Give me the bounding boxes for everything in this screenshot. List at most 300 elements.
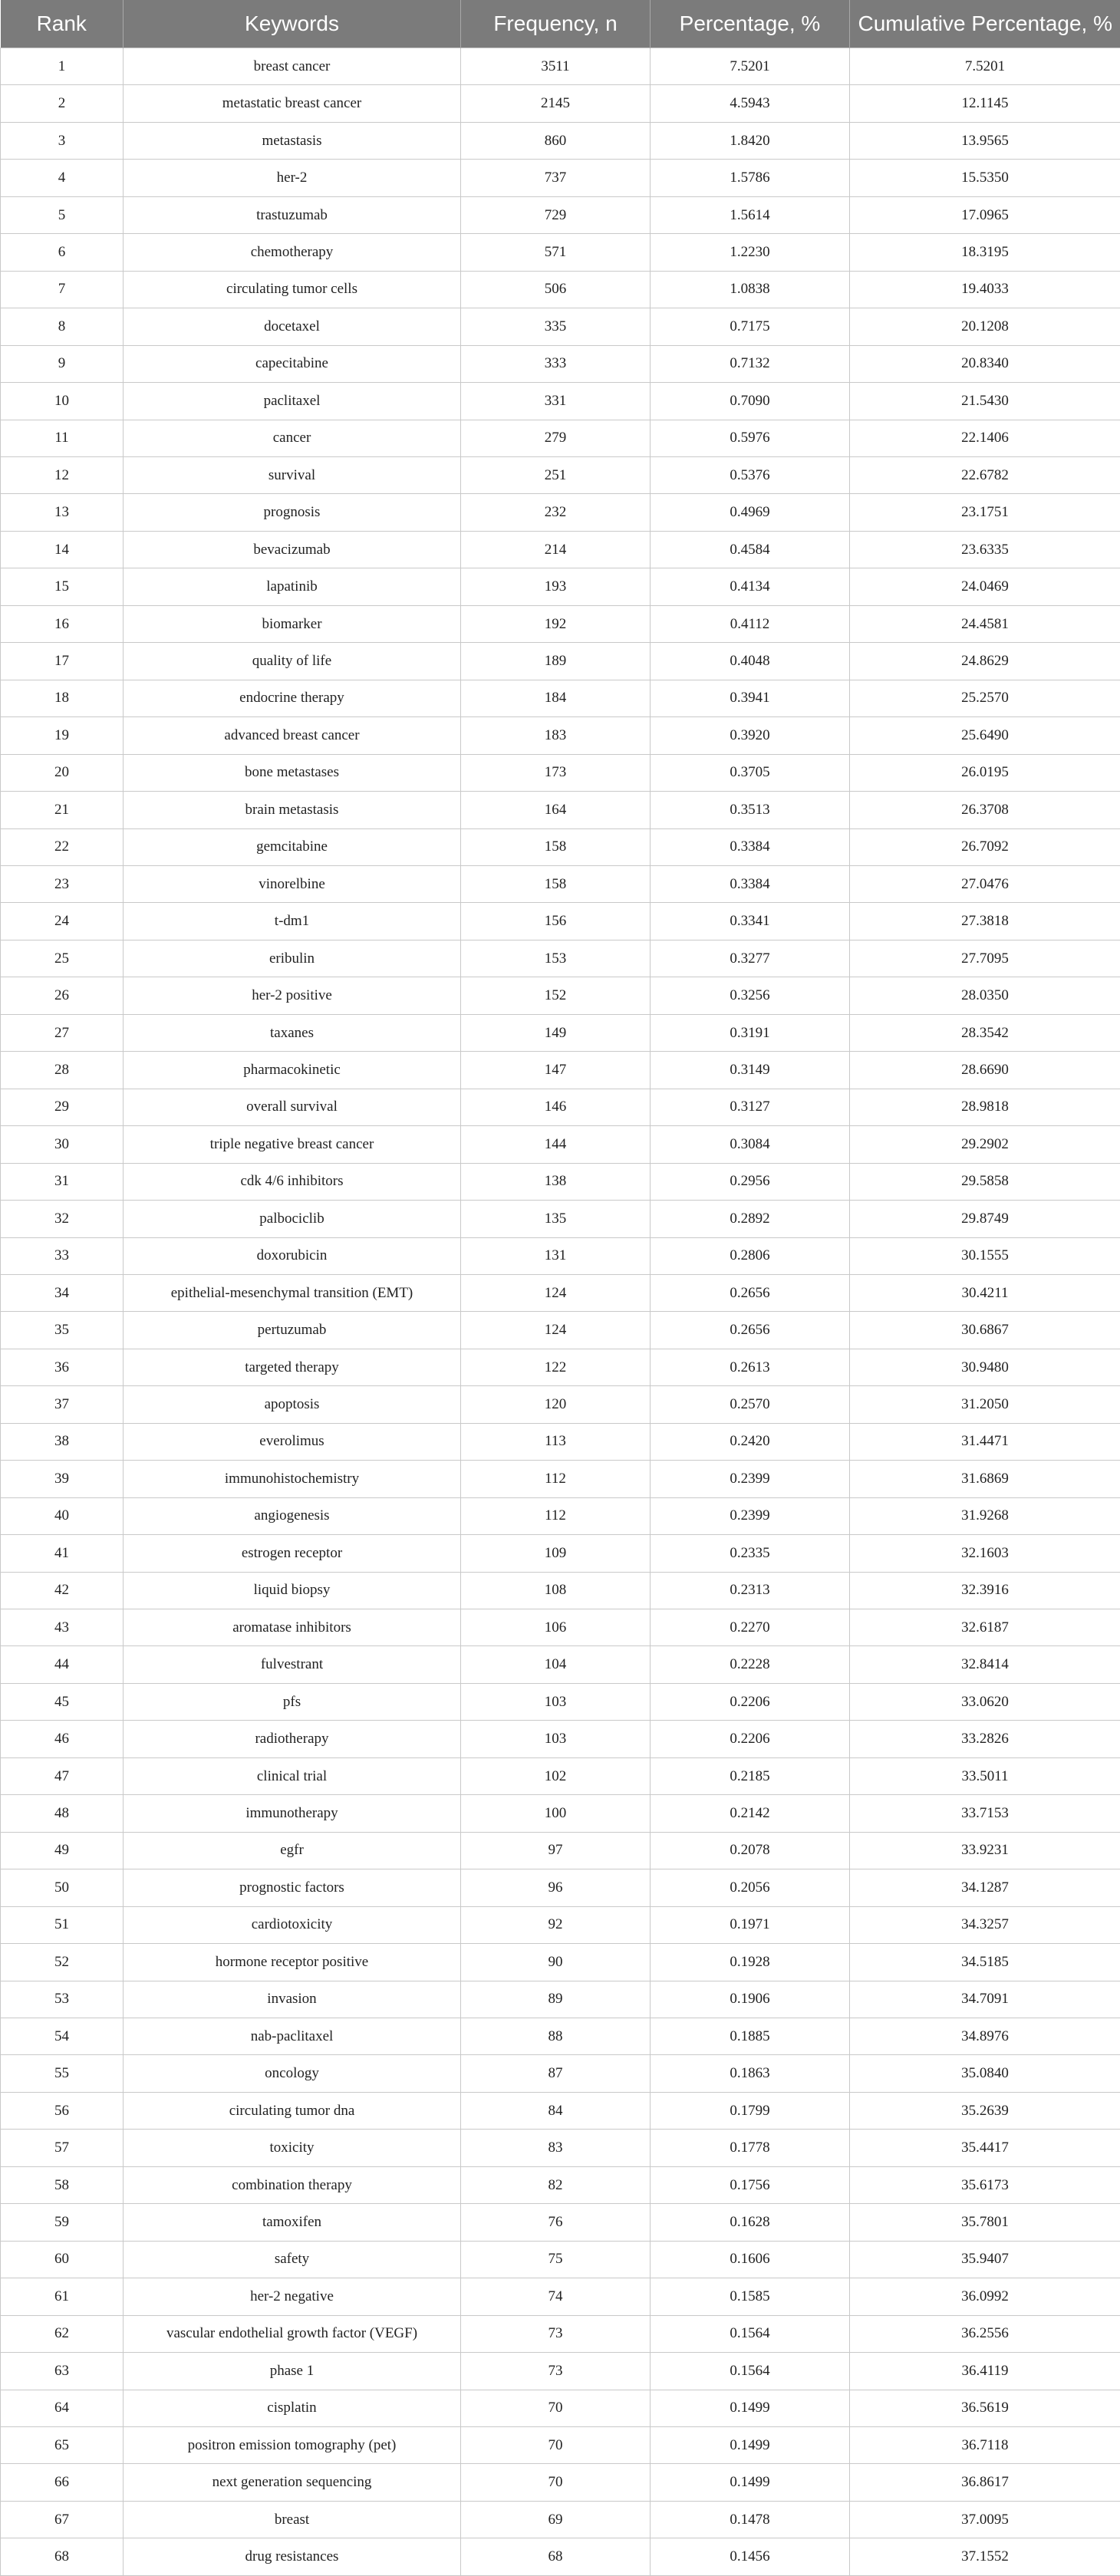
table-row: [1, 1981, 1120, 2018]
cumulative-percentage-cell: 34.3257: [850, 1906, 1120, 1943]
cumulative-percentage-cell: 24.4581: [850, 605, 1120, 642]
keyword-cell: cdk 4/6 inhibitors: [124, 1163, 461, 1200]
table-row: [1, 531, 1120, 568]
percentage-cell: 0.1756: [651, 2166, 850, 2203]
percentage-cell: 0.5376: [651, 456, 850, 493]
keyword-cell: lapatinib: [124, 568, 461, 605]
cumulative-percentage-cell: 30.6867: [850, 1312, 1120, 1349]
cumulative-percentage-cell: 27.3818: [850, 903, 1120, 940]
percentage-cell: 0.3705: [651, 754, 850, 791]
cumulative-percentage-cell: 35.9407: [850, 2241, 1120, 2278]
keyword-cell: metastasis: [124, 122, 461, 159]
table-row: [1, 345, 1120, 382]
table-row: [1, 2241, 1120, 2278]
percentage-cell: 1.8420: [651, 122, 850, 159]
rank-cell: 6: [1, 234, 124, 271]
percentage-cell: 0.1478: [651, 2501, 850, 2538]
frequency-cell: 97: [461, 1832, 651, 1869]
table-row: [1, 903, 1120, 940]
percentage-cell: 0.1499: [651, 2464, 850, 2501]
rank-cell: 26: [1, 977, 124, 1014]
table-row: [1, 494, 1120, 531]
keyword-cell: gemcitabine: [124, 828, 461, 865]
keyword-cell: phase 1: [124, 2353, 461, 2390]
rank-cell: 44: [1, 1646, 124, 1683]
frequency-cell: 184: [461, 680, 651, 716]
cumulative-percentage-cell: 33.2826: [850, 1721, 1120, 1757]
table-row: [1, 1572, 1120, 1609]
table-row: [1, 1646, 1120, 1683]
frequency-cell: 68: [461, 2538, 651, 2575]
cumulative-percentage-cell: 12.1145: [850, 85, 1120, 122]
percentage-cell: 1.5614: [651, 196, 850, 233]
cumulative-percentage-cell: 36.5619: [850, 2390, 1120, 2426]
frequency-cell: 70: [461, 2427, 651, 2464]
keyword-cell: overall survival: [124, 1089, 461, 1125]
keyword-cell: cardiotoxicity: [124, 1906, 461, 1943]
cumulative-percentage-cell: 18.3195: [850, 234, 1120, 271]
keyword-cell: aromatase inhibitors: [124, 1609, 461, 1646]
table-row: [1, 1535, 1120, 1572]
rank-cell: 43: [1, 1609, 124, 1646]
frequency-cell: 112: [461, 1497, 651, 1534]
percentage-cell: 0.1564: [651, 2353, 850, 2390]
keyword-cell: taxanes: [124, 1014, 461, 1051]
cumulative-percentage-cell: 22.6782: [850, 456, 1120, 493]
rank-cell: 7: [1, 271, 124, 308]
keyword-cell: positron emission tomography (pet): [124, 2427, 461, 2464]
cumulative-percentage-cell: 35.2639: [850, 2092, 1120, 2129]
table-row: [1, 2130, 1120, 2166]
table-row: [1, 1461, 1120, 1497]
cumulative-percentage-cell: 35.7801: [850, 2204, 1120, 2241]
table-row: [1, 977, 1120, 1014]
rank-cell: 20: [1, 754, 124, 791]
rank-cell: 27: [1, 1014, 124, 1051]
rank-cell: 60: [1, 2241, 124, 2278]
header-rank: Rank: [1, 0, 124, 48]
frequency-cell: 2145: [461, 85, 651, 122]
rank-cell: 52: [1, 1944, 124, 1981]
frequency-cell: 189: [461, 643, 651, 680]
table-row: [1, 865, 1120, 902]
percentage-cell: 0.2420: [651, 1423, 850, 1460]
cumulative-percentage-cell: 35.6173: [850, 2166, 1120, 2203]
percentage-cell: 0.1906: [651, 1981, 850, 2018]
keyword-cell: vascular endothelial growth factor (VEGF): [124, 2315, 461, 2352]
rank-cell: 4: [1, 160, 124, 196]
percentage-cell: 0.2142: [651, 1795, 850, 1832]
frequency-cell: 73: [461, 2315, 651, 2352]
frequency-cell: 69: [461, 2501, 651, 2538]
cumulative-percentage-cell: 23.1751: [850, 494, 1120, 531]
percentage-cell: 0.2206: [651, 1683, 850, 1720]
rank-cell: 54: [1, 2018, 124, 2055]
keyword-cell: immunotherapy: [124, 1795, 461, 1832]
table-body: [1, 48, 1120, 2576]
cumulative-percentage-cell: 36.7118: [850, 2427, 1120, 2464]
header-row: [1, 0, 1120, 48]
frequency-cell: 124: [461, 1274, 651, 1311]
percentage-cell: 0.2399: [651, 1497, 850, 1534]
keyword-cell: paclitaxel: [124, 383, 461, 420]
table-row: [1, 383, 1120, 420]
frequency-cell: 183: [461, 717, 651, 754]
percentage-cell: 0.2656: [651, 1274, 850, 1311]
table-row: [1, 1944, 1120, 1981]
percentage-cell: 0.2892: [651, 1201, 850, 1237]
frequency-cell: 279: [461, 420, 651, 456]
table-row: [1, 2390, 1120, 2426]
header-frequency: Frequency, n: [461, 0, 651, 48]
cumulative-percentage-cell: 32.6187: [850, 1609, 1120, 1646]
cumulative-percentage-cell: 28.6690: [850, 1052, 1120, 1089]
frequency-cell: 124: [461, 1312, 651, 1349]
cumulative-percentage-cell: 33.5011: [850, 1757, 1120, 1794]
table-row: [1, 2464, 1120, 2501]
frequency-cell: 90: [461, 1944, 651, 1981]
frequency-cell: 76: [461, 2204, 651, 2241]
cumulative-percentage-cell: 33.9231: [850, 1832, 1120, 1869]
frequency-cell: 75: [461, 2241, 651, 2278]
cumulative-percentage-cell: 30.9480: [850, 1349, 1120, 1385]
keyword-cell: angiogenesis: [124, 1497, 461, 1534]
frequency-cell: 120: [461, 1386, 651, 1423]
percentage-cell: 0.3191: [651, 1014, 850, 1051]
cumulative-percentage-cell: 33.0620: [850, 1683, 1120, 1720]
keyword-cell: radiotherapy: [124, 1721, 461, 1757]
rank-cell: 46: [1, 1721, 124, 1757]
table-row: [1, 420, 1120, 456]
rank-cell: 29: [1, 1089, 124, 1125]
frequency-cell: 193: [461, 568, 651, 605]
percentage-cell: 0.3384: [651, 865, 850, 902]
cumulative-percentage-cell: 28.0350: [850, 977, 1120, 1014]
percentage-cell: 0.2656: [651, 1312, 850, 1349]
percentage-cell: 0.4584: [651, 531, 850, 568]
frequency-cell: 158: [461, 828, 651, 865]
cumulative-percentage-cell: 29.5858: [850, 1163, 1120, 1200]
keyword-cell: breast: [124, 2501, 461, 2538]
percentage-cell: 0.1499: [651, 2427, 850, 2464]
percentage-cell: 0.3084: [651, 1126, 850, 1163]
frequency-cell: 192: [461, 605, 651, 642]
keyword-cell: estrogen receptor: [124, 1535, 461, 1572]
cumulative-percentage-cell: 30.4211: [850, 1274, 1120, 1311]
cumulative-percentage-cell: 20.8340: [850, 345, 1120, 382]
keyword-cell: apoptosis: [124, 1386, 461, 1423]
rank-cell: 50: [1, 1869, 124, 1906]
keyword-cell: circulating tumor cells: [124, 271, 461, 308]
cumulative-percentage-cell: 31.2050: [850, 1386, 1120, 1423]
rank-cell: 56: [1, 2092, 124, 2129]
table-row: [1, 1014, 1120, 1051]
frequency-cell: 96: [461, 1869, 651, 1906]
frequency-cell: 87: [461, 2055, 651, 2092]
keyword-cell: trastuzumab: [124, 196, 461, 233]
keyword-cell: eribulin: [124, 940, 461, 977]
percentage-cell: 0.3341: [651, 903, 850, 940]
frequency-cell: 331: [461, 383, 651, 420]
keyword-cell: circulating tumor dna: [124, 2092, 461, 2129]
header-keywords: Keywords: [124, 0, 461, 48]
cumulative-percentage-cell: 36.4119: [850, 2353, 1120, 2390]
frequency-cell: 506: [461, 271, 651, 308]
percentage-cell: 4.5943: [651, 85, 850, 122]
table-row: [1, 1609, 1120, 1646]
percentage-cell: 0.1606: [651, 2241, 850, 2278]
cumulative-percentage-cell: 35.0840: [850, 2055, 1120, 2092]
rank-cell: 9: [1, 345, 124, 382]
table-row: [1, 1795, 1120, 1832]
table-row: [1, 196, 1120, 233]
keyword-cell: prognosis: [124, 494, 461, 531]
cumulative-percentage-cell: 22.1406: [850, 420, 1120, 456]
cumulative-percentage-cell: 36.8617: [850, 2464, 1120, 2501]
table-row: [1, 1312, 1120, 1349]
frequency-cell: 74: [461, 2278, 651, 2315]
rank-cell: 35: [1, 1312, 124, 1349]
keyword-cell: oncology: [124, 2055, 461, 2092]
keyword-cell: toxicity: [124, 2130, 461, 2166]
keyword-cell: breast cancer: [124, 48, 461, 85]
cumulative-percentage-cell: 26.0195: [850, 754, 1120, 791]
keyword-cell: nab-paclitaxel: [124, 2018, 461, 2055]
rank-cell: 22: [1, 828, 124, 865]
percentage-cell: 0.2956: [651, 1163, 850, 1200]
frequency-cell: 149: [461, 1014, 651, 1051]
table-row: [1, 1721, 1120, 1757]
keyword-cell: her-2 negative: [124, 2278, 461, 2315]
table-row: [1, 754, 1120, 791]
rank-cell: 19: [1, 717, 124, 754]
keyword-cell: advanced breast cancer: [124, 717, 461, 754]
frequency-cell: 152: [461, 977, 651, 1014]
keyword-cell: cisplatin: [124, 2390, 461, 2426]
table-row: [1, 1237, 1120, 1274]
rank-cell: 68: [1, 2538, 124, 2575]
percentage-cell: 0.1928: [651, 1944, 850, 1981]
percentage-cell: 0.1499: [651, 2390, 850, 2426]
keyword-cell: fulvestrant: [124, 1646, 461, 1683]
percentage-cell: 0.3149: [651, 1052, 850, 1089]
percentage-cell: 0.2613: [651, 1349, 850, 1385]
frequency-cell: 84: [461, 2092, 651, 2129]
cumulative-percentage-cell: 28.9818: [850, 1089, 1120, 1125]
table-row: [1, 1163, 1120, 1200]
percentage-cell: 0.1564: [651, 2315, 850, 2352]
rank-cell: 67: [1, 2501, 124, 2538]
frequency-cell: 146: [461, 1089, 651, 1125]
percentage-cell: 0.7090: [651, 383, 850, 420]
cumulative-percentage-cell: 29.8749: [850, 1201, 1120, 1237]
keyword-cell: everolimus: [124, 1423, 461, 1460]
header-percentage: Percentage, %: [651, 0, 850, 48]
frequency-cell: 131: [461, 1237, 651, 1274]
frequency-cell: 173: [461, 754, 651, 791]
percentage-cell: 1.2230: [651, 234, 850, 271]
cumulative-percentage-cell: 13.9565: [850, 122, 1120, 159]
table-row: [1, 2092, 1120, 2129]
percentage-cell: 0.1778: [651, 2130, 850, 2166]
percentage-cell: 0.2806: [651, 1237, 850, 1274]
keyword-cell: her-2: [124, 160, 461, 196]
keyword-cell: liquid biopsy: [124, 1572, 461, 1609]
frequency-cell: 158: [461, 865, 651, 902]
rank-cell: 21: [1, 792, 124, 828]
frequency-cell: 335: [461, 308, 651, 345]
frequency-cell: 112: [461, 1461, 651, 1497]
cumulative-percentage-cell: 36.2556: [850, 2315, 1120, 2352]
keyword-cell: capecitabine: [124, 345, 461, 382]
keyword-cell: doxorubicin: [124, 1237, 461, 1274]
frequency-cell: 122: [461, 1349, 651, 1385]
rank-cell: 48: [1, 1795, 124, 1832]
rank-cell: 24: [1, 903, 124, 940]
percentage-cell: 0.3384: [651, 828, 850, 865]
frequency-cell: 100: [461, 1795, 651, 1832]
cumulative-percentage-cell: 28.3542: [850, 1014, 1120, 1051]
percentage-cell: 0.5976: [651, 420, 850, 456]
frequency-cell: 737: [461, 160, 651, 196]
rank-cell: 59: [1, 2204, 124, 2241]
cumulative-percentage-cell: 15.5350: [850, 160, 1120, 196]
keyword-cell: next generation sequencing: [124, 2464, 461, 2501]
frequency-cell: 156: [461, 903, 651, 940]
percentage-cell: 0.7132: [651, 345, 850, 382]
table-row: [1, 717, 1120, 754]
frequency-cell: 571: [461, 234, 651, 271]
cumulative-percentage-cell: 24.8629: [850, 643, 1120, 680]
rank-cell: 1: [1, 48, 124, 85]
keyword-cell: docetaxel: [124, 308, 461, 345]
keyword-cell: hormone receptor positive: [124, 1944, 461, 1981]
percentage-cell: 0.4134: [651, 568, 850, 605]
frequency-cell: 232: [461, 494, 651, 531]
rank-cell: 5: [1, 196, 124, 233]
cumulative-percentage-cell: 27.0476: [850, 865, 1120, 902]
rank-cell: 57: [1, 2130, 124, 2166]
keyword-cell: chemotherapy: [124, 234, 461, 271]
table-row: [1, 2278, 1120, 2315]
keyword-cell: egfr: [124, 1832, 461, 1869]
table-row: [1, 1423, 1120, 1460]
cumulative-percentage-cell: 23.6335: [850, 531, 1120, 568]
table-row: [1, 2166, 1120, 2203]
keyword-cell: survival: [124, 456, 461, 493]
rank-cell: 47: [1, 1757, 124, 1794]
table-row: [1, 828, 1120, 865]
frequency-cell: 89: [461, 1981, 651, 2018]
frequency-cell: 113: [461, 1423, 651, 1460]
cumulative-percentage-cell: 31.9268: [850, 1497, 1120, 1534]
cumulative-percentage-cell: 34.1287: [850, 1869, 1120, 1906]
cumulative-percentage-cell: 31.6869: [850, 1461, 1120, 1497]
rank-cell: 18: [1, 680, 124, 716]
table-row: [1, 568, 1120, 605]
rank-cell: 25: [1, 940, 124, 977]
keyword-cell: bone metastases: [124, 754, 461, 791]
percentage-cell: 0.2270: [651, 1609, 850, 1646]
cumulative-percentage-cell: 34.8976: [850, 2018, 1120, 2055]
rank-cell: 10: [1, 383, 124, 420]
rank-cell: 28: [1, 1052, 124, 1089]
keyword-cell: metastatic breast cancer: [124, 85, 461, 122]
keyword-cell: her-2 positive: [124, 977, 461, 1014]
frequency-cell: 3511: [461, 48, 651, 85]
frequency-cell: 147: [461, 1052, 651, 1089]
cumulative-percentage-cell: 25.2570: [850, 680, 1120, 716]
rank-cell: 55: [1, 2055, 124, 2092]
rank-cell: 38: [1, 1423, 124, 1460]
percentage-cell: 0.2206: [651, 1721, 850, 1757]
frequency-cell: 214: [461, 531, 651, 568]
keyword-cell: safety: [124, 2241, 461, 2278]
table-row: [1, 2315, 1120, 2352]
percentage-cell: 0.4969: [651, 494, 850, 531]
rank-cell: 40: [1, 1497, 124, 1534]
keyword-cell: pharmacokinetic: [124, 1052, 461, 1089]
rank-cell: 17: [1, 643, 124, 680]
table-row: [1, 160, 1120, 196]
keyword-cell: quality of life: [124, 643, 461, 680]
rank-cell: 65: [1, 2427, 124, 2464]
keyword-cell: tamoxifen: [124, 2204, 461, 2241]
frequency-cell: 729: [461, 196, 651, 233]
table-row: [1, 1869, 1120, 1906]
keyword-cell: targeted therapy: [124, 1349, 461, 1385]
table-row: [1, 1052, 1120, 1089]
frequency-cell: 109: [461, 1535, 651, 1572]
table-row: [1, 456, 1120, 493]
cumulative-percentage-cell: 32.3916: [850, 1572, 1120, 1609]
frequency-cell: 164: [461, 792, 651, 828]
keyword-cell: pfs: [124, 1683, 461, 1720]
percentage-cell: 0.1863: [651, 2055, 850, 2092]
rank-cell: 11: [1, 420, 124, 456]
frequency-cell: 153: [461, 940, 651, 977]
rank-cell: 23: [1, 865, 124, 902]
table-row: [1, 643, 1120, 680]
frequency-cell: 860: [461, 122, 651, 159]
percentage-cell: 0.3513: [651, 792, 850, 828]
cumulative-percentage-cell: 25.6490: [850, 717, 1120, 754]
cumulative-percentage-cell: 20.1208: [850, 308, 1120, 345]
table-row: [1, 1497, 1120, 1534]
table-row: [1, 122, 1120, 159]
cumulative-percentage-cell: 33.7153: [850, 1795, 1120, 1832]
percentage-cell: 0.2313: [651, 1572, 850, 1609]
rank-cell: 51: [1, 1906, 124, 1943]
frequency-cell: 104: [461, 1646, 651, 1683]
table-row: [1, 680, 1120, 716]
frequency-cell: 70: [461, 2464, 651, 2501]
frequency-cell: 103: [461, 1683, 651, 1720]
header-cumulative-percentage: Cumulative Percentage, %: [850, 0, 1120, 48]
rank-cell: 33: [1, 1237, 124, 1274]
percentage-cell: 0.2570: [651, 1386, 850, 1423]
frequency-cell: 73: [461, 2353, 651, 2390]
rank-cell: 32: [1, 1201, 124, 1237]
keyword-cell: biomarker: [124, 605, 461, 642]
cumulative-percentage-cell: 36.0992: [850, 2278, 1120, 2315]
keyword-cell: endocrine therapy: [124, 680, 461, 716]
cumulative-percentage-cell: 34.7091: [850, 1981, 1120, 2018]
table-header: [1, 0, 1120, 48]
percentage-cell: 0.2335: [651, 1535, 850, 1572]
rank-cell: 15: [1, 568, 124, 605]
table-row: [1, 2055, 1120, 2092]
